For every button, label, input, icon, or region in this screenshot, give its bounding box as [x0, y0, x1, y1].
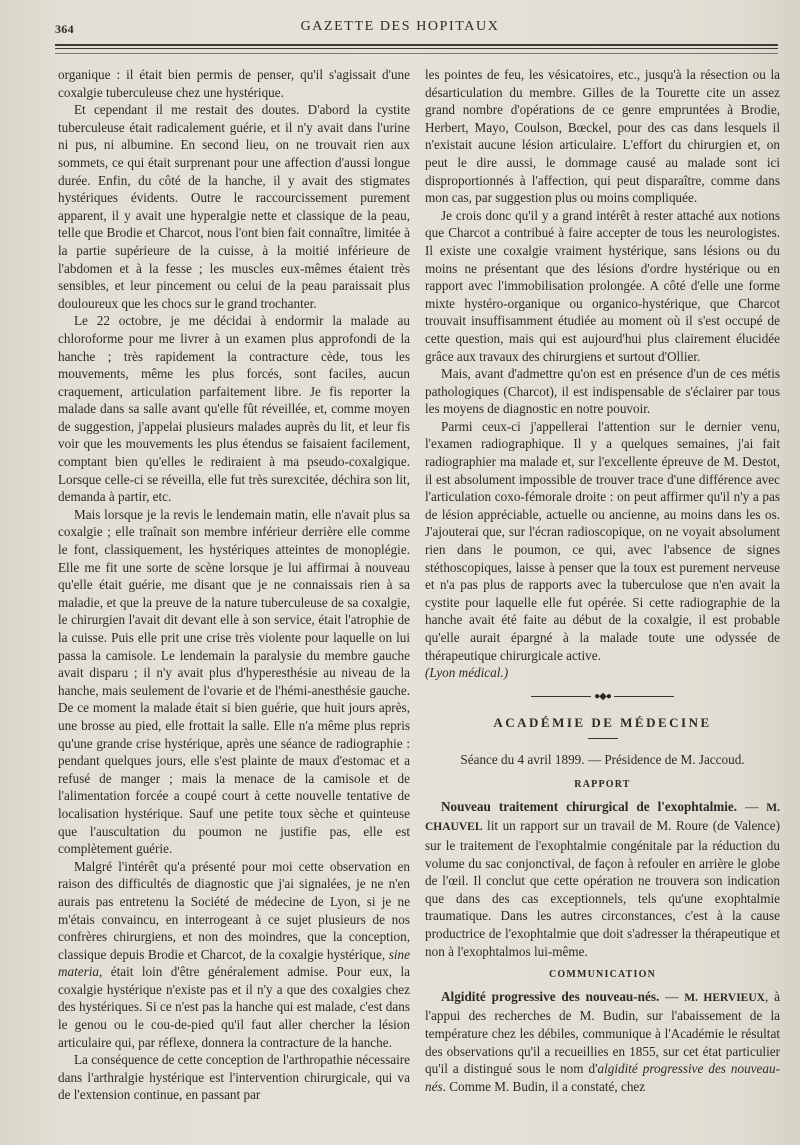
- italic-term: algidité progressive des nouveau-nés: [425, 1061, 780, 1094]
- communication-paragraph: Algidité progressive des nouveau-nés. — M. HERVIEUX, à l'appui des recherches de M. Budin, sur l'abaissement de la température chez les débiles, communique à l'Académie le résultat des observations qu'il a recueillies en 1855, sur cet état particulier qu'il a distingué sous le nom d'algidité progressive des nouveau-nés. Comme M. Budin, il a constaté, chez: [425, 988, 780, 1094]
- communication-heading: COMMUNICATION: [548, 969, 657, 981]
- paragraph: Parmi ceux-ci j'appellerai l'attention sur le dernier venu, l'examen radiographique. Il y a quelques semaines, j'ai fait radiographier ma malade et, sur l'excellente épreuve de M. Destot, il est absolument impossible de trouver trace d'une différence avec l'articulation coxo-fémorale droite : on peut affirmer qu'il n'y a pas de lésion appréciable, actuelle ou ancienne, au moins dans les os. J'ajouterai que, sur l'écran radioscopique, on ne voyait absolument rien dans le poumon, ce qui, avec l'absence de signes stéthoscopiques, laisse à penser que la toux est purement nerveuse et n'a pas plus de rapports avec la tuberculose que n'en avait la cystite pour laquelle elle fut opérée. Si cette radiographie de la hanche avait été faite au début de la coxalgie, il est probable qu'elle aurait épargné à la malade toute une odyssée de thérapeutique chirurgicale active.: [425, 418, 780, 663]
- section-rule: [588, 738, 618, 739]
- page-number: 364: [55, 22, 74, 36]
- paragraph: organique : il était bien permis de penser, qu'il s'agissait d'une coxalgie tuberculeuse chez une hystérique.: [58, 67, 410, 100]
- section-divider-ornament: [425, 692, 780, 702]
- rapport-lead: Nouveau traitement chirurgical de l'exophtalmie.: [441, 798, 738, 814]
- section-title: ACADÉMIE DE MÉDECINE: [493, 715, 712, 731]
- text-run: , était loin d'être généralement admise. Pour eux, la coxalgie hystérique n'existe pas et il n'y a que des coxalgies chez des hystériques. Si ce n'est pas la hanche qui est malade, c'est dans le genou ou le cou-de-pied qu'il faut aller chercher la lésion articulaire qui, par réflexe, donnera la contracture de la hanche.: [58, 964, 410, 1050]
- communication-author: M. HERVIEUX: [684, 991, 765, 1004]
- source-citation: [425, 664, 780, 682]
- right-column: [425, 66, 780, 1095]
- paragraph: Mais, avant d'admettre qu'on est en présence d'un de ces métis pathologiques (Charcot), il est indispensable de s'éclairer par tous les moyens de diagnostic en notre pouvoir.: [425, 366, 780, 417]
- paragraph: Et cependant il me restait des doutes. D'abord la cystite tuberculeuse était radicalement guérie, et il n'y avait dans l'urine ni pus, ni albumine. En second lieu, on ne trouvait rien aux sommets, ce qui était surprenant pour une affection d'aussi longue durée. Enfin, du côté de la hanche, il y avait des stigmates hystériques évidents. Outre le raccourcissement purement apparent, il y avait une hyperalgie nette et classique de la peau, telle que Brodie et Charcot, nous l'ont bien fait connaître, limitée à la partie supérieure de la cuisse, à la moitié inférieure de l'abdomen et à la fesse ; les muscles eux-mêmes étaient très sensibles, et leur pincement ou celui de la peau paraissait plus douloureux que les chocs sur le grand trochanter.: [58, 102, 410, 311]
- text-run: . Comme M. Budin, il a constaté, chez: [442, 1078, 646, 1094]
- running-title: GAZETTE DES HOPITAUX: [300, 19, 500, 34]
- rapport-heading: RAPPORT: [574, 779, 631, 791]
- header-rule-thin: [55, 48, 778, 49]
- left-column: [58, 66, 410, 1104]
- session-line: Séance du 4 avril 1899. — Présidence de M. Jaccoud.: [460, 751, 745, 767]
- ornament-line: [614, 696, 674, 697]
- paragraph: les pointes de feu, les vésicatoires, etc., jusqu'à la résection ou la désarticulation du membre. Gilles de la Tourette cite un assez grand nombre d'opérations de ce genre empruntées à Brodie, Herbert, Mayo, Coulson, Bœckel, pour des cas dans lesquels il n'existait aucune lésion articulaire. L'effort du chirurgien et, on peut le dire aussi, le dommage causé au malade sont ici disproportionnés à l'affection, qui peut disparaître, comme dans mon cas, par suggestion plus ou moins compliquée.: [425, 67, 780, 206]
- paragraph: Le 22 octobre, je me décidai à endormir la malade au chloroforme pour me livrer à un examen plus approfondi de la hanche ; très rapidement la contracture cède, tous les mouvements, même les plus forcés, sont faciles, aucun craquement, articulation parfaitement libre. Je fis reporter la malade dans sa salle avant qu'elle fût réveillée, et, comme moyen de suggestion, j'appelai plusieurs malades auprès du lit, et leur fis voir que les mouvements les plus étendus se faisaient facilement, comptant bien qu'elles le rediraient à ma pseudo-coxalgique. Lorsque celle-ci se réveilla, elle fut très surexcitée, déchira son lit, demanda à partir, etc.: [58, 313, 410, 505]
- paragraph: La conséquence de cette conception de l'arthropathie nécessaire dans l'arthralgie hystérique est l'intervention chirurgicale, qui va de l'extension continue, en passant par: [58, 1052, 410, 1103]
- text-run: , à l'appui des recherches de M. Budin, sur l'abaissement de la température chez les débiles, communique à l'Académie le résultat des observations qu'il a recueillies en 1855, sur cet état particulier qu'il a distingué sous le nom d': [425, 988, 780, 1077]
- communication-lead: Algidité progressive des nouveau-nés.: [441, 988, 660, 1004]
- rapport-author: M. CHAUVEL: [425, 801, 780, 834]
- source-text: (Lyon médical.): [425, 665, 509, 681]
- paragraph: [58, 858, 410, 1052]
- ornament-line: [531, 696, 591, 697]
- text-run: lit un rapport sur un travail de M. Roure (de Valence) sur le traitement de l'exophtalmie congénitale par la réduction du volume du sac conjonctival, de façon à refouler en arrière le globe de l'œil. Il conclut que cette opération ne trouvera son indication que dans des cas exceptionnels, tels qu'une exophtalmie traumatique. Dans les autres circonstances, c'est à la cause productrice de l'exophtalmie que doit s'adresser la thérapeutique et non à l'exophtalmos lui-même.: [425, 818, 781, 959]
- header-rule-bottom: [55, 53, 778, 54]
- text-run: Malgré l'intérêt qu'a présenté pour moi cette observation en raison des difficultés de diagnostic que j'ai signalées, je ne n'en aurais pas entretenu la Société de médecine de Lyon, si je ne m'étais convaincu, en interrogeant à ce sujet plusieurs de nos confrères chirurgiens, et non des moindres, que la conception, classique depuis Brodie et Charcot, de la coxalgie hystérique,: [58, 858, 410, 962]
- italic-term: sine materia: [58, 946, 411, 980]
- rapport-paragraph: Nouveau traitement chirurgical de l'exophtalmie. — M. CHAUVEL lit un rapport sur un travail de M. Roure (de Valence) sur le traitement de l'exophtalmie congénitale par la réduction du volume du sac conjonctival, de façon à refouler en arrière le globe de l'œil. Il conclut que cette opération ne trouvera son indication que dans des cas exceptionnels, tels qu'une exophtalmie traumatique. Dans les autres circonstances, c'est à la cause productrice de l'exophtalmie que doit s'adresser la thérapeutique et non à l'exophtalmos lui-même.: [425, 798, 781, 959]
- ornament-dots: ●◆●: [594, 690, 611, 702]
- header-rule-thick: [55, 44, 778, 46]
- paragraph: Mais lorsque je la revis le lendemain matin, elle n'avait plus sa coxalgie ; elle traînait son membre inférieur derrière elle comme le font, classiquement, les hystériques atteintes de monoplégie. Elle me fit une sorte de scène lorsque je lui affirmai à nouveau qu'elle était guérie, me disant que je ne connaissais rien à sa maladie, et que la preuve de la nature tuberculeuse de sa coxalgie, le chirurgien l'avait dit devant elle à son service, était l'atrophie de la cuisse. Puis elle prit une crise très violente pour laquelle on lui passa la camisole. Le lendemain la paralysie du membre gauche avait disparu ; il n'y avait plus d'hyperesthésie au niveau de la hanche, mais seulement de l'ovarie et de l'hémi-anesthésie gauche. De ce moment la malade était si bien guérie, que huit jours après, une brosse au pied, elle frottait la salle. Elle n'a même plus repris qu'une grande crise hystérique, après une séance de radiographie : pendant quelques jours, elle s'est plainte de maux d'estomac et a refusé de manger ; mais la menace de la camisole et de l'alimentation forcée a coupé court à cette nouvelle tentative de localisation hystérique. Sauf une petite toux sèche et quinteuse que l'auscultation du poumon ne justifie pas, elle est complètement guérie.: [58, 506, 410, 857]
- paragraph: Je crois donc qu'il y a grand intérêt à rester attaché aux notions que Charcot a contribué à faire accepter de tous les neurologistes. Il existe une coxalgie vraiment hystérique, sans lésions ou du moins ne présentant que des lésions d'ordre hystérique ou en rapport avec l'immobilisation prolongée. A côté d'elle une forme mixte hystéro-organique ou organico-hystérique, que Charcot trouvait insuffisamment étudiée au moment où il s'est occupé de cette question, mais qui est aujourd'hui plus clairement élucidée grâce aux travaux des chirurgiens et surtout d'Ollier.: [425, 207, 780, 364]
